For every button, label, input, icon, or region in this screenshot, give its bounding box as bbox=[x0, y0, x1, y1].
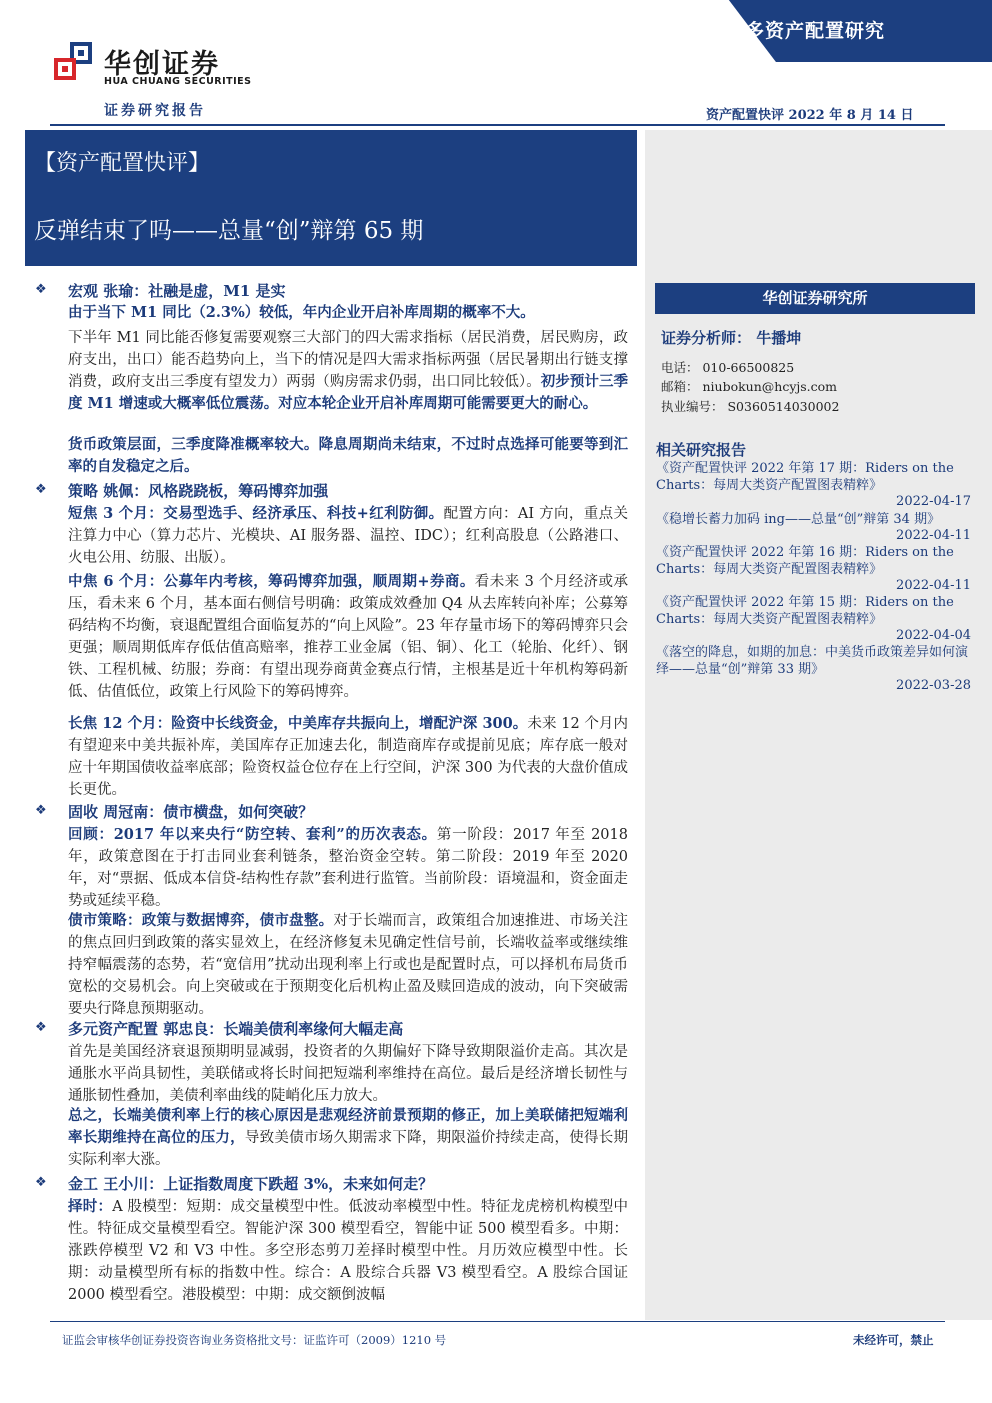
paragraph bbox=[68, 1105, 628, 1171]
paragraph bbox=[68, 327, 628, 415]
section-heading: 多元资产配置 郭忠良：长端美债利率缘何大幅走高 bbox=[68, 1020, 404, 1038]
header-divider bbox=[50, 124, 945, 126]
analyst-email: 邮箱： niubokun@hcyjs.com bbox=[661, 379, 838, 394]
analyst-name: 证券分析师： 牛播坤 bbox=[661, 329, 802, 347]
paragraph-lead: 债市策略：政策与数据博弈，债市盘整。 bbox=[68, 912, 334, 929]
paragraph bbox=[68, 713, 628, 801]
paragraph-lead: 短焦 3 个月：交易型选手、经济承压、科技+红利防御。 bbox=[68, 505, 444, 522]
paragraph-conclusion: 初步预计三季度 M1 增速或大概率低位震荡。对应本轮企业开启补库周期可能需要更大的耐心。 bbox=[68, 373, 629, 412]
paragraph bbox=[68, 824, 628, 912]
paragraph bbox=[68, 1196, 628, 1306]
paragraph-body: 对于长端而言，政策组合加速推进、市场关注的焦点回归到政策的落实显效上，在经济修复未见确定性信号前，长端收益率或继续维持窄幅震荡的态势，若“宽信用”扰动出现利率上行或也是配置时点，可以择机布局货币宽松的交易机会。向上突破或在于预期变化后机构止盈及赎回造成的波动，向下突破需要央行降息预期驱动。 bbox=[68, 913, 629, 1017]
related-report-date: 2022-04-17 bbox=[896, 494, 971, 509]
related-report-link[interactable]: 《资产配置快评 2022 年第 17 期：Riders on the Charts：每周大类资产配置图表精粹》 bbox=[656, 461, 954, 493]
section-heading: 金工 王小川：上证指数周度下跌超 3%，未来如何走？ bbox=[68, 1175, 434, 1193]
footer-divider bbox=[50, 1321, 945, 1322]
diamond-bullet-icon: ❖ bbox=[35, 282, 47, 297]
paragraph-lead: 总之，长端美债利率上行的核心原因是悲观经济前景预期的修正，加上美联储把短端利率长期维持在高位的压力， bbox=[68, 1107, 628, 1146]
paragraph bbox=[68, 503, 628, 569]
series-label: 【资产配置快评】 bbox=[34, 151, 211, 176]
related-report-date: 2022-04-04 bbox=[896, 628, 971, 643]
paragraph-lead: 由于当下 M1 同比（2.3%）较低，年内企业开启补库周期的概率不大。 bbox=[68, 304, 535, 321]
paragraph-body: 配置方向：AI 方向，重点关注算力中心（算力芯片、光模块、AI 服务器、温控、IDC）；红利高股息（公路港口、火电公用、纺服、出版）。 bbox=[68, 506, 628, 566]
paragraph bbox=[68, 910, 628, 1020]
paragraph-lead: 回顾：2017 年以来央行“防空转、套利”的历次表态。 bbox=[68, 826, 437, 843]
company-logo-icon bbox=[52, 40, 96, 84]
paragraph-body: 下半年 M1 同比能否修复需要观察三大部门的四大需求指标（居民消费，居民购房，政府支出，出口）能否趋势向上，当下的情况是四大需求指标两强（居民暑期出行链支撑消费，政府支出三季度有望发力）两弱（购房需求仍弱，出口同比较低）。 bbox=[68, 330, 628, 390]
related-report-link[interactable]: 《稳增长蓄力加码 ing——总量“创”辩第 34 期》 bbox=[656, 512, 941, 527]
analyst-phone: 电话： 010-66500825 bbox=[661, 360, 795, 375]
report-date: 资产配置快评 2022 年 8 月 14 日 bbox=[706, 108, 914, 123]
paragraph-body: 未来 12 个月内有望迎来中美共振补库，美国库存正加速去化，制造商库存或提前见底；库存底一般对应十年期国债收益率底部；险资权益仓位存在上行空间，沪深 300 为代表的大盘价值成长更优。 bbox=[68, 716, 629, 798]
related-report-date: 2022-04-11 bbox=[896, 528, 971, 543]
paragraph-body: 第一阶段：2017 年至 2018 年，政策意图在于打击同业套利链条，整治资金空转。第二阶段：2019 年至 2020 年，对“票据、低成本信贷-结构性存款”套利进行监管。当前阶段：语境温和，资金面走势或延续平稳。 bbox=[68, 827, 628, 909]
paragraph-body: 首先是美国经济衰退预期明显减弱，投资者的久期偏好下降导致期限溢价走高。其次是通胀水平尚具韧性，美联储或将长时间把短端利率维持在高位。最后是经济增长韧性与通胀韧性叠加，美债利率曲线的陡峭化压力放大。 bbox=[68, 1044, 628, 1104]
related-report-link[interactable]: 《落空的降息，如期的加息：中美货币政策差异如何演绎——总量“创”辩第 33 期》 bbox=[656, 645, 969, 677]
copyright-notice: 未经许可，禁止 bbox=[853, 1333, 934, 1347]
paragraph-body: 导致美债市场久期需求下降，期限溢价持续走高，使得长期实际利率大涨。 bbox=[68, 1130, 629, 1168]
related-report-date: 2022-04-11 bbox=[896, 578, 971, 593]
paragraph bbox=[68, 302, 628, 324]
related-report-link[interactable]: 《资产配置快评 2022 年第 15 期：Riders on the Charts：每周大类资产配置图表精粹》 bbox=[656, 595, 954, 627]
company-logo-subtitle: HUA CHUANG SECURITIES bbox=[104, 76, 252, 87]
related-report-link[interactable]: 《资产配置快评 2022 年第 16 期：Riders on the Charts：每周大类资产配置图表精粹》 bbox=[656, 545, 954, 577]
section-heading: 宏观 张瑜：社融是虚，M1 是实 bbox=[68, 282, 286, 300]
paragraph bbox=[68, 1041, 628, 1107]
related-reports-title: 相关研究报告 bbox=[656, 441, 747, 459]
analyst-cert: 执业编号： S0360514030002 bbox=[661, 399, 840, 414]
related-report-date: 2022-03-28 bbox=[896, 678, 971, 693]
paragraph-lead: 货币政策层面，三季度降准概率较大。降息周期尚未结束，不过时点选择可能要等到汇率的自发稳定之后。 bbox=[68, 436, 628, 475]
paragraph-body: A 股模型：短期：成交量模型中性。低波动率模型中性。特征龙虎榜机构模型中性。特征成交量模型看空。智能沪深 300 模型看空，智能中证 500 模型看多。中期：涨跌停模型 V2 和 V3 中性。多空形态剪刀差择时模型中性。月历效应模型中性。长期：动量模型所有标的指数中性。综合：A 股综合兵器 V3 模型看空。A 股综合国证 2000 模型看空。港股模型：中期：成交额倒波幅 bbox=[68, 1199, 629, 1303]
license-note: 证监会审核华创证券投资咨询业务资格批文号：证监许可（2009）1210 号 bbox=[62, 1333, 447, 1347]
diamond-bullet-icon: ❖ bbox=[35, 1020, 47, 1035]
diamond-bullet-icon: ❖ bbox=[35, 1175, 47, 1190]
report-category: 多资产配置研究 bbox=[745, 20, 886, 42]
diamond-bullet-icon: ❖ bbox=[35, 482, 47, 497]
paragraph-lead: 长焦 12 个月：险资中长线资金，中美库存共振向上，增配沪深 300。 bbox=[68, 715, 528, 732]
paragraph-lead: 择时： bbox=[68, 1198, 113, 1215]
page-title: 反弹结束了吗——总量“创”辩第 65 期 bbox=[34, 218, 424, 244]
section-heading: 固收 周冠南：债市横盘，如何突破？ bbox=[68, 803, 314, 821]
paragraph-body: 看未来 3 个月经济或承压，看未来 6 个月，基本面右侧信号明确：政策成效叠加 Q4 从去库转向补库；公募筹码结构不均衡，衰退配置组合面临复苏的“向上风险”。23 年存量市场下的筹码博弈只会更强；顺周期低库存低估值高赔率，推荐工业金属（铝、铜）、化工（轮胎、化纤）、钢铁、工程机械、纺服；券商：有望出现券商黄金赛点行情，主根基是近十年机构筹码新低、估值低位，政策上行风险下的筹码博弈。 bbox=[68, 574, 628, 700]
company-logo-text: 华创证券 bbox=[104, 49, 220, 80]
paragraph bbox=[68, 571, 628, 703]
paragraph bbox=[68, 434, 628, 478]
institute-name: 华创证券研究所 bbox=[762, 289, 868, 307]
paragraph-lead: 中焦 6 个月：公募年内考核，筹码博弈加强，顺周期+券商。 bbox=[68, 573, 475, 590]
section-heading: 策略 姚佩：风格跷跷板，筹码博弈加强 bbox=[68, 482, 329, 500]
diamond-bullet-icon: ❖ bbox=[35, 803, 47, 818]
report-type: 证券研究报告 bbox=[104, 103, 206, 119]
